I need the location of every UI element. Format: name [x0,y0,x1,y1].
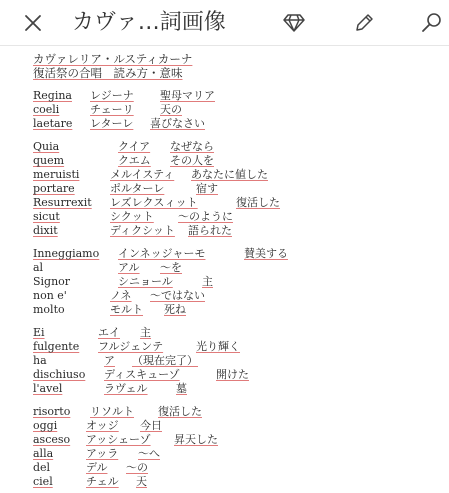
vocab-row [0,247,449,261]
latin-word: ha [33,354,47,367]
meaning: ～へ [138,447,160,460]
latin-word: portare [33,182,75,195]
latin-word: molto [33,303,65,316]
pencil-icon[interactable] [349,8,379,38]
latin-word: risorto [33,405,71,418]
kana-reading: レジーナ [90,89,134,102]
meaning: その人を [170,154,214,167]
vocab-row [0,340,449,354]
meaning: 復活した [236,196,280,209]
meaning: ～の [126,461,148,474]
meaning: （現在完了） [132,354,198,367]
latin-word: meruisti [33,168,80,181]
kana-reading: フルジェンテ [98,340,164,353]
search-icon[interactable] [417,8,447,38]
latin-word: alla [33,447,54,460]
vocab-row [0,182,449,196]
vocab-row [0,103,449,117]
vocab-row [0,447,449,461]
vocab-row [0,275,449,289]
meaning: 天の [160,103,182,116]
meaning: 開けた [216,368,249,381]
latin-word: fulgente [33,340,80,353]
latin-word: l'avel [33,382,63,395]
kana-reading: アッラ [86,447,119,460]
kana-reading: アッシェーゾ [86,433,151,446]
kana-reading: ノネ [110,289,132,302]
latin-word: laetare [33,117,73,130]
kana-reading: チェーリ [90,103,134,116]
kana-reading: デル [86,461,108,474]
kana-reading: ラヴェル [104,382,148,395]
vocab-row [0,433,449,447]
vocab-row [0,475,449,489]
meaning: 天 [136,475,147,488]
meaning: 主 [140,326,151,339]
app-header [0,0,449,46]
kana-reading: リソルト [90,405,134,418]
kana-reading: ポルターレ [110,182,165,195]
vocab-row [0,289,449,303]
kana-reading: クイア [118,140,151,153]
vocab-row [0,354,449,368]
latin-word: quem [33,154,65,167]
latin-word: ciel [33,475,53,488]
meaning: 昇天した [174,433,218,446]
latin-word: dischiuso [33,368,86,381]
kana-reading: アル [118,261,140,274]
latin-word: oggi [33,419,58,432]
latin-word: del [33,461,51,474]
meaning: 主 [202,275,213,288]
latin-word: Inneggiamo [33,247,100,260]
latin-word: Resurrexit [33,196,92,209]
latin-word: asceso [33,433,71,446]
vocab-row [0,461,449,475]
doc-title-line: カヴァレリア・ルスティカーナ [33,52,193,66]
vocab-row [0,224,449,238]
kana-reading: エイ [98,326,120,339]
vocab-row [0,154,449,168]
meaning: ～のように [178,210,233,223]
kana-reading: クエム [118,154,151,167]
diamond-icon[interactable] [279,8,309,38]
meaning: 光り輝く [196,340,240,353]
vocab-row [0,303,449,317]
latin-word: Signor [33,275,71,288]
meaning: ～ではない [150,289,205,302]
latin-word: coeli [33,103,60,116]
kana-reading: ア [104,354,115,367]
kana-reading: メルイスティ [110,168,175,181]
vocab-row [0,210,449,224]
vocab-row [0,117,449,131]
kana-reading: レズレクスィット [110,196,198,209]
meaning: 死ね [164,303,186,316]
latin-word: Quia [33,140,60,153]
meaning: なぜなら [170,140,214,153]
latin-word: non e' [33,289,67,302]
doc-subtitle-line: 復活祭の合唱 読み方・意味 [33,66,183,80]
meaning: 復活した [158,405,202,418]
kana-reading: モルト [110,303,143,316]
meaning: ～を [160,261,182,274]
vocab-row [0,326,449,340]
vocab-row [0,89,449,103]
vocab-row [0,261,449,275]
kana-reading: レターレ [90,117,134,130]
latin-word: dixit [33,224,58,237]
kana-reading: ディクシット [110,224,175,237]
vocab-row [0,196,449,210]
meaning: 語られた [188,224,232,237]
close-icon[interactable] [18,8,48,38]
vocab-row [0,168,449,182]
kana-reading: シクット [110,210,154,223]
meaning: 聖母マリア [160,89,215,102]
kana-reading: インネッジャーモ [118,247,206,260]
vocab-row [0,405,449,419]
meaning: 賛美する [244,247,288,260]
latin-word: Ei [33,326,45,339]
kana-reading: オッジ [86,419,119,432]
meaning: あなたに値した [191,168,268,181]
kana-reading: チェル [86,475,119,488]
vocab-row [0,419,449,433]
vocab-row [0,368,449,382]
vocab-row [0,382,449,396]
latin-word: al [33,261,44,274]
meaning: 墓 [176,382,187,395]
meaning: 今日 [140,419,162,432]
kana-reading: シニョール [118,275,173,288]
latin-word: Regina [33,89,72,102]
latin-word: sicut [33,210,60,223]
document-title: カヴァ…詞画像 [72,10,226,35]
meaning: 喜びなさい [150,117,205,130]
kana-reading: ディスキューゾ [104,368,180,381]
meaning: 宿す [196,182,218,195]
vocab-row [0,140,449,154]
